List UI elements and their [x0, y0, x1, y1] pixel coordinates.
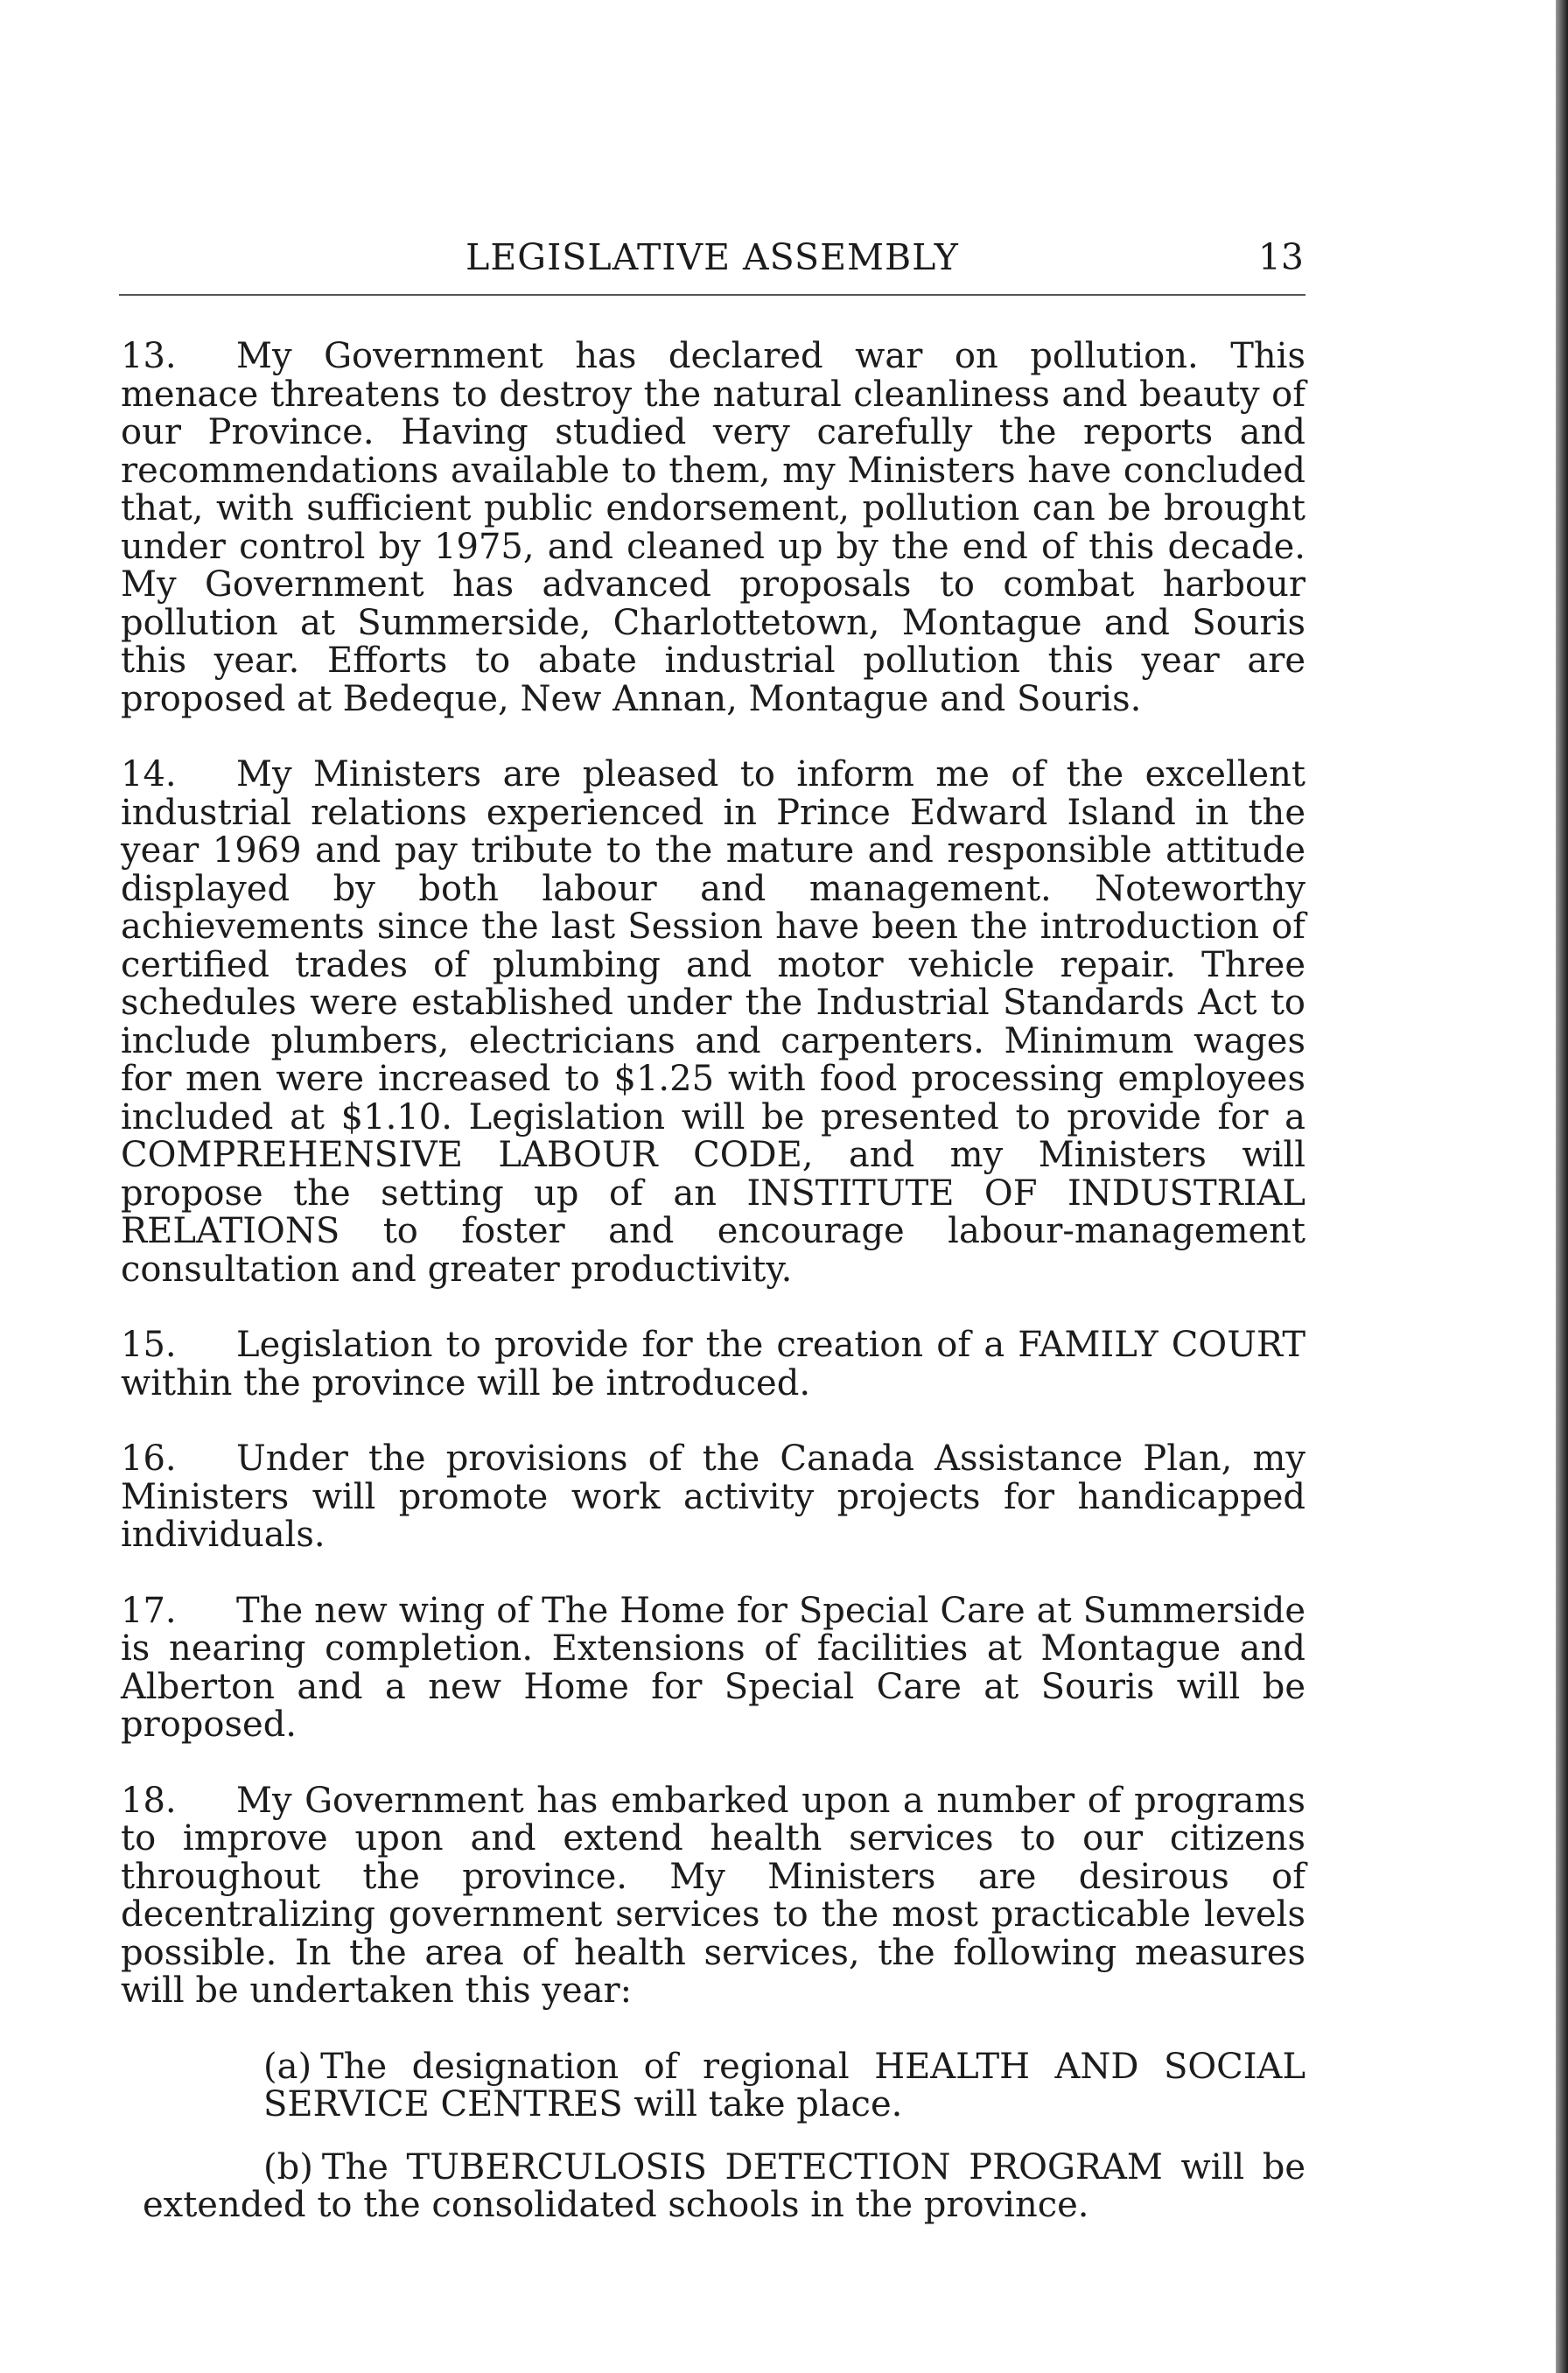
- sub-item-label: (a): [263, 2046, 312, 2087]
- paragraph-13: [121, 338, 1306, 718]
- paragraph-text: My Government has embarked upon a number of programs to improve upon and extend health services to our citizens throughout the province. My Ministers are desirous of decentralizing government services to the most practicable levels possible. In the area of health services, the following measures will be undertaken this year:: [121, 1780, 1306, 2011]
- sub-item-label: (b): [263, 2146, 313, 2188]
- paragraph-14: [121, 756, 1306, 1289]
- page-number: 13: [1257, 236, 1304, 278]
- paragraph-15: [121, 1326, 1306, 1403]
- paragraph-16: [121, 1440, 1306, 1555]
- sub-item-text: The designation of regional HEALTH AND SOCIAL SERVICE CENTRES will take place.: [263, 2046, 1306, 2124]
- sub-item-a: [121, 2048, 1306, 2124]
- paragraph-number: 16.: [121, 1438, 177, 1479]
- document-body: [121, 338, 1306, 2250]
- paragraph-number: 13.: [121, 336, 177, 376]
- paragraph-text: Under the provisions of the Canada Assistance Plan, my Ministers will promote work activity projects for handicapped individuals.: [121, 1438, 1306, 1555]
- running-header: [121, 236, 1304, 292]
- paragraph-number: 18.: [121, 1780, 177, 1821]
- header-title: LEGISLATIVE ASSEMBLY: [466, 236, 959, 278]
- paragraph-text: My Ministers are pleased to inform me of the excellent industrial relations experienced in Prince Edward Island in the year 1969 and pay tribute to the mature and responsible attitude displayed by both labour and management. Noteworthy achievements since the last Session have been the introduction of certified trades of plumbing and motor vehicle repair. Three schedules were established under the Industrial Standards Act to include plumbers, electricians and carpenters. Minimum wages for men were increased to $1.25 with food processing employees included at $1.10. Legislation will be presented to provide for a COMPREHENSIVE LABOUR CODE, and my Ministers will propose the setting up of an INSTITUTE OF INDUSTRIAL RELATIONS to foster and encourage labour-management consultation and greater productivity.: [121, 754, 1306, 1290]
- paragraph-text: The new wing of The Home for Special Care at Summerside is nearing completion. Extensions of facilities at Montague and Alberton and a new Home for Special Care at Souris will be proposed.: [121, 1590, 1306, 1745]
- paragraph-number: 15.: [121, 1325, 177, 1365]
- paragraph-text: My Government has declared war on pollution. This menace threatens to destroy the natural cleanliness and beauty of our Province. Having studied very carefully the reports and recommendations available to them, my Ministers have concluded that, with sufficient public endorsement, pollution can be brought under control by 1975, and cleaned up by the end of this decade. My Government has advanced proposals to combat harbour pollution at Summerside, Charlottetown, Montague and Souris this year. Efforts to abate industrial pollution this year are proposed at Bedeque, New Annan, Montague and Souris.: [121, 336, 1306, 719]
- paragraph-text: Legislation to provide for the creation of a FAMILY COURT within the province will be introduced.: [121, 1325, 1306, 1404]
- header-rule: [119, 294, 1306, 296]
- paragraph-number: 17.: [121, 1590, 177, 1631]
- paragraph-17: [121, 1592, 1306, 1745]
- paragraph-number: 14.: [121, 754, 177, 794]
- page-edge-shadow: [1556, 0, 1568, 2373]
- sub-item-b: [121, 2146, 1306, 2225]
- paragraph-18: [121, 1782, 1306, 2011]
- sub-item-text: The TUBERCULOSIS DETECTION PROGRAM will be extended to the consolidated schools in the province.: [143, 2146, 1306, 2225]
